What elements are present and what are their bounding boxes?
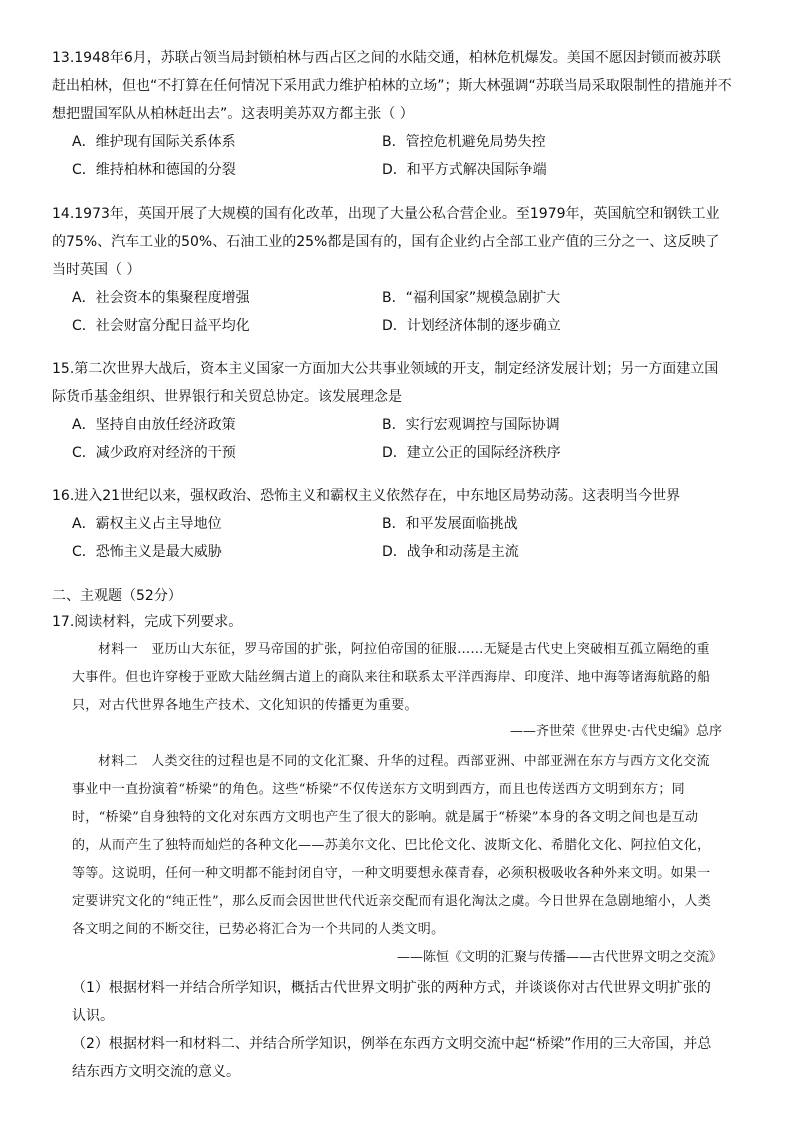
question-17-intro: 17.阅读材料，完成下列要求。 (52, 614, 243, 630)
question-15-option-a[interactable]: A．坚持自由放任经济政策 (72, 417, 236, 433)
question-15-option-d[interactable]: D．建立公正的国际经济秩序 (382, 445, 561, 461)
question-13-option-a[interactable]: A．维护现有国际关系体系 (72, 134, 236, 150)
material-2-text: 材料二 人类交往的过程也是不同的文化汇聚、升华的过程。西部亚洲、中部亚洲在东方与西方文化交流事业中一直扮演着“桥梁”的角色。这些“桥梁”不仅传送东方文明到西方，而且也传送西方文明到东方；同时，“桥梁”自身独特的文化对东西方文明也产生了很大的影响。就是属于“桥梁”本身的各文明之间也是互动的，从而产生了独特而灿烂的各种文化——苏美尔文化、巴比伦文化、波斯文化、希腊化文化、阿拉伯文化，等等。这说明，任何一种文明都不能封闭自守，一种文明要想永葆青春，必须积极吸收各种外来文明。如果一定要讲究文化的“纯正性”，那么反而会因世世代代近亲交配而有退化淘汰之虞。今日世界在急剧地缩小，人类各文明之间的不断交往，已势必将汇合为一个共同的人类文明。 (72, 754, 711, 937)
question-16-option-a[interactable]: A．霸权主义占主导地位 (72, 516, 222, 532)
material-1-source: ——齐世荣《世界史·古代史编》总序 (509, 724, 722, 739)
material-2-source: ——陈恒《文明的汇聚与传播——古代世界文明之交流》 (396, 950, 722, 965)
material-2 (72, 748, 720, 944)
question-14-stem: 14.1973年，英国开展了大规模的国有化改革，出现了大量公私合营企业。至1979年，英国航空和钢铁工业的75%、汽车工业的50%、石油工业的25%都是国有的，国有企业约占全部工业产值的三分之一、这反映了当时英国（ ） (52, 206, 720, 278)
question-16-option-d[interactable]: D．战争和动荡是主流 (382, 544, 519, 560)
question-13-stem: 13.1948年6月，苏联占领当局封锁柏林与西占区之间的水陆交通，柏林危机爆发。美国不愿因封锁而被苏联赶出柏林，但也“不打算在任何情况下采用武力维护柏林的立场”；斯大林强调“苏联当局采取限制性的措施并不想把盟国军队从柏林赶出去”。这表明美苏双方都主张（ ） (52, 50, 732, 122)
question-16-option-c[interactable]: C．恐怖主义是最大威胁 (72, 544, 222, 560)
question-16-stem: 16.进入21世纪以来，强权政治、恐怖主义和霸权主义依然存在，中东地区局势动荡。这表明当今世界 (52, 488, 681, 504)
question-13 (52, 44, 732, 184)
question-14 (52, 200, 732, 340)
question-13-option-d[interactable]: D．和平方式解决国际争端 (382, 162, 547, 178)
question-14-option-c[interactable]: C．社会财富分配日益平均化 (72, 318, 250, 334)
question-14-option-d[interactable]: D．计划经济体制的逐步确立 (382, 318, 561, 334)
question-16-options (52, 510, 732, 566)
question-13-option-c[interactable]: C．维持柏林和德国的分裂 (72, 162, 236, 178)
question-13-option-b[interactable]: B．管控危机避免局势失控 (382, 134, 546, 150)
section-2-heading: 二、主观题（52分） (52, 588, 182, 604)
question-13-options (52, 128, 732, 184)
question-14-options (52, 284, 732, 340)
question-14-option-a[interactable]: A．社会资本的集聚程度增强 (72, 290, 250, 306)
question-14-option-b[interactable]: B．“福利国家”规模急剧扩大 (382, 290, 561, 306)
question-15-options (52, 411, 732, 467)
question-15-option-c[interactable]: C．减少政府对经济的干预 (72, 445, 236, 461)
question-17-part-2: （2）根据材料一和材料二、并结合所学知识，例举在东西方文明交流中起“桥梁”作用的三大帝国，并总结东西方文明交流的意义。 (72, 1036, 712, 1080)
question-16-option-b[interactable]: B．和平发展面临挑战 (382, 516, 518, 532)
question-15-option-b[interactable]: B．实行宏观调控与国际协调 (382, 417, 560, 433)
material-1-text: 材料一 亚历山大东征，罗马帝国的扩张，阿拉伯帝国的征服……无疑是古代史上突破相互孤立隔绝的重大事件。但也许穿梭于亚欧大陆丝绸古道上的商队来往和联系太平洋西海岸、印度洋、地中海等诸海航路的船只，对古代世界各地生产技术、文化知识的传播更为重要。 (72, 642, 711, 713)
question-15-stem: 15.第二次世界大战后，资本主义国家一方面加大公共事业领域的开支，制定经济发展计划；另一方面建立国际货币基金组织、世界银行和关贸总协定。该发展理念是 (52, 361, 719, 405)
question-16 (52, 482, 732, 566)
question-15 (52, 355, 732, 467)
question-17-part-1: （1）根据材料一并结合所学知识，概括古代世界文明扩张的两种方式，并谈谈你对古代世界文明扩张的认识。 (72, 980, 711, 1024)
material-1 (72, 636, 720, 720)
